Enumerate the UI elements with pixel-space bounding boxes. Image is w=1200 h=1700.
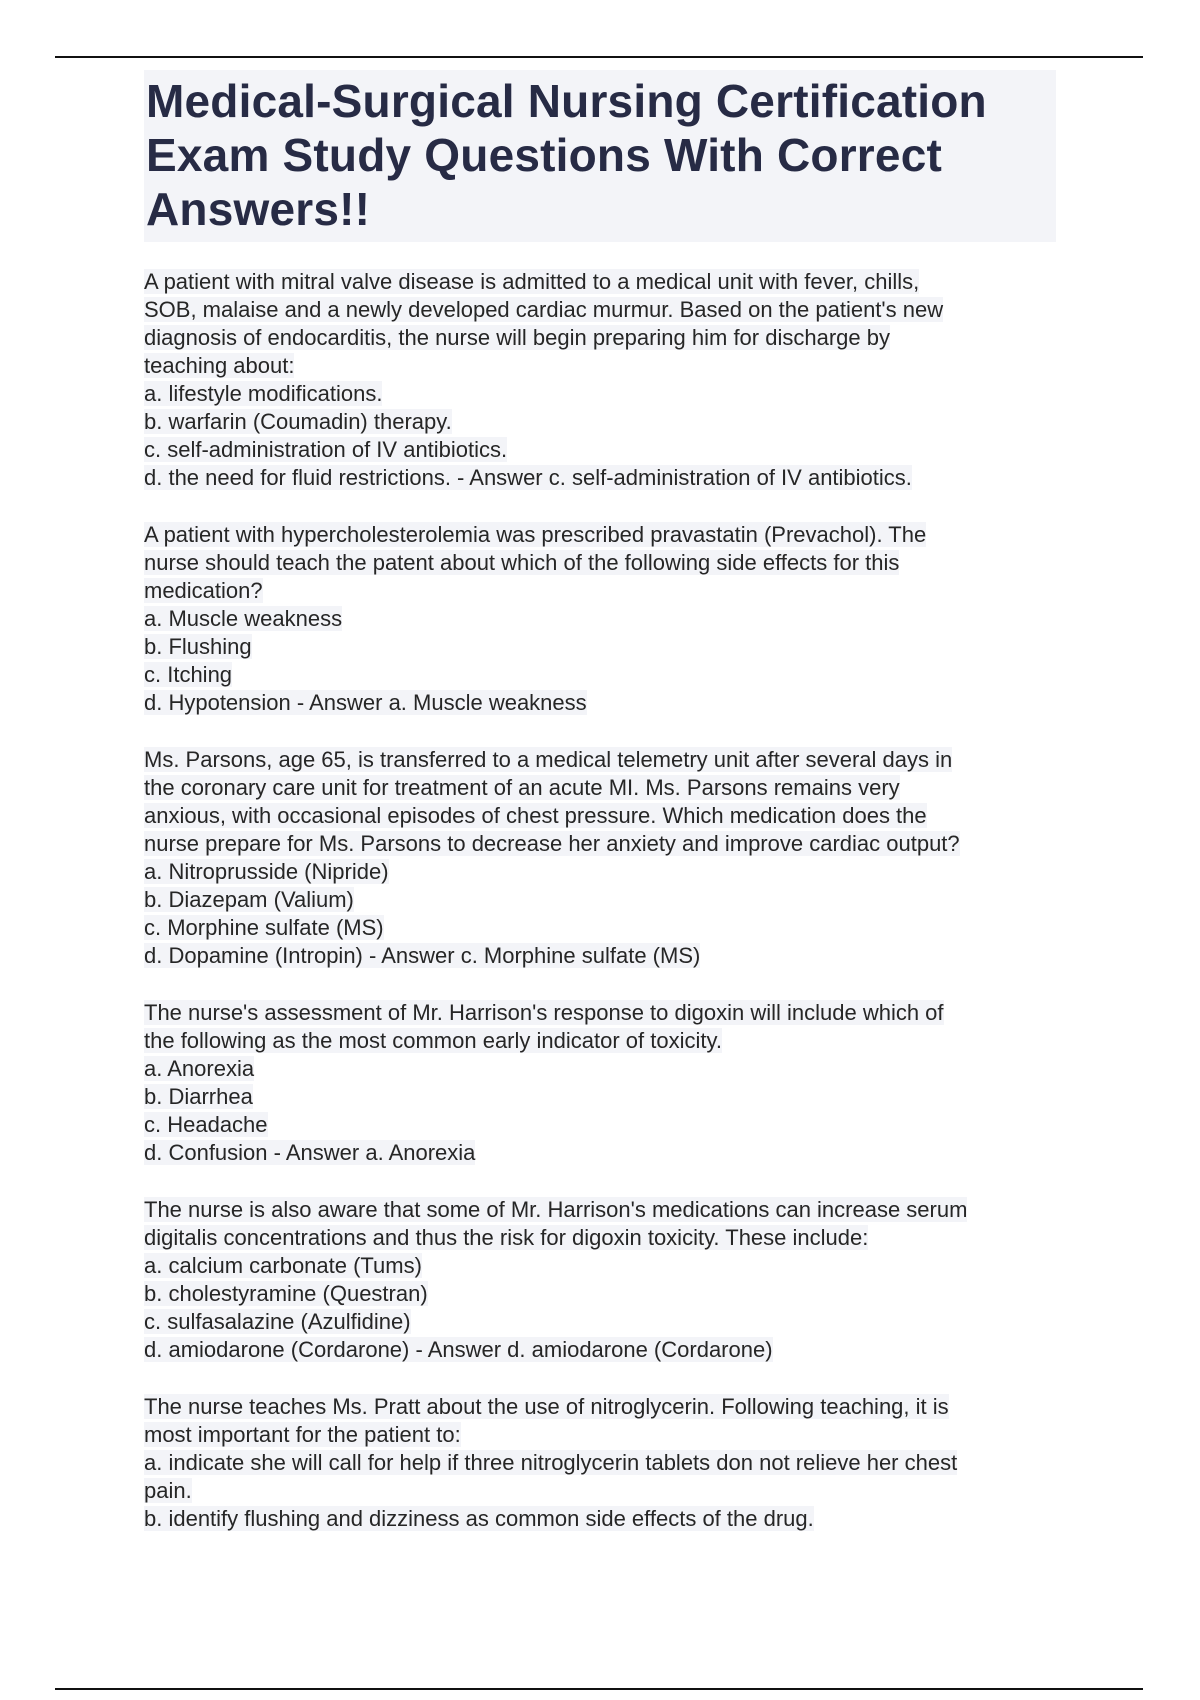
answer-option: a. lifestyle modifications. [144, 381, 383, 406]
answer-option: d. Hypotension - Answer a. Muscle weakness [144, 690, 587, 715]
answer-option: b. identify flushing and dizziness as common side effects of the drug. [144, 1506, 814, 1531]
answer-option: a. calcium carbonate (Tums) [144, 1253, 422, 1278]
answer-option: a. Anorexia [144, 1056, 255, 1081]
answer-option: c. sulfasalazine (Azulfidine) [144, 1309, 411, 1334]
answer-option: c. self-administration of IV antibiotics. [144, 437, 508, 462]
question-line: medication? [144, 578, 263, 603]
question-line: The nurse's assessment of Mr. Harrison's response to digoxin will include which of [144, 1000, 944, 1025]
question-line: nurse prepare for Ms. Parsons to decrease her anxiety and improve cardiac output? [144, 831, 960, 856]
title-block [144, 70, 1056, 242]
answer-option: d. Dopamine (Intropin) - Answer c. Morphine sulfate (MS) [144, 943, 701, 968]
answer-option: c. Itching [144, 662, 233, 687]
document-body [144, 70, 1056, 1562]
answer-option: a. indicate she will call for help if three nitroglycerin tablets don not relieve her chest [144, 1450, 958, 1475]
answer-option: b. Flushing [144, 634, 252, 659]
question-6 [144, 1393, 1056, 1533]
question-3 [144, 746, 1056, 970]
bottom-rule [55, 1688, 1143, 1690]
question-line: anxious, with occasional episodes of chest pressure. Which medication does the [144, 803, 927, 828]
question-1 [144, 268, 1056, 492]
top-rule [55, 56, 1143, 58]
question-line: The nurse is also aware that some of Mr. Harrison's medications can increase serum [144, 1197, 968, 1222]
question-line: digitalis concentrations and thus the risk for digoxin toxicity. These include: [144, 1225, 869, 1250]
answer-option: b. cholestyramine (Questran) [144, 1281, 428, 1306]
answer-option: b. Diazepam (Valium) [144, 887, 354, 912]
question-line: teaching about: [144, 353, 295, 378]
question-line: Ms. Parsons, age 65, is transferred to a medical telemetry unit after several days in [144, 747, 953, 772]
answer-option: b. warfarin (Coumadin) therapy. [144, 409, 452, 434]
question-line: SOB, malaise and a newly developed cardiac murmur. Based on the patient's new [144, 297, 944, 322]
document-title: Medical-Surgical Nursing Certification Exam Study Questions With Correct Answers!! [146, 75, 987, 235]
answer-option: a. Nitroprusside (Nipride) [144, 859, 389, 884]
answer-option: b. Diarrhea [144, 1084, 253, 1109]
question-line: the following as the most common early indicator of toxicity. [144, 1028, 722, 1053]
question-line: The nurse teaches Ms. Pratt about the use of nitroglycerin. Following teaching, it is [144, 1394, 949, 1419]
question-4 [144, 999, 1056, 1167]
question-5 [144, 1196, 1056, 1364]
question-line: A patient with hypercholesterolemia was prescribed pravastatin (Prevachol). The [144, 522, 927, 547]
question-line: the coronary care unit for treatment of an acute MI. Ms. Parsons remains very [144, 775, 900, 800]
answer-option: a. Muscle weakness [144, 606, 343, 631]
answer-option: c. Morphine sulfate (MS) [144, 915, 384, 940]
answer-option: c. Headache [144, 1112, 268, 1137]
question-line: A patient with mitral valve disease is admitted to a medical unit with fever, chills, [144, 269, 920, 294]
answer-option: pain. [144, 1478, 192, 1503]
question-line: most important for the patient to: [144, 1422, 461, 1447]
answer-option: d. the need for fluid restrictions. - Answer c. self-administration of IV antibiotics. [144, 465, 912, 490]
question-line: diagnosis of endocarditis, the nurse will begin preparing him for discharge by [144, 325, 890, 350]
question-line: nurse should teach the patent about which of the following side effects for this [144, 550, 900, 575]
answer-option: d. Confusion - Answer a. Anorexia [144, 1140, 476, 1165]
question-2 [144, 521, 1056, 717]
answer-option: d. amiodarone (Cordarone) - Answer d. amiodarone (Cordarone) [144, 1337, 773, 1362]
